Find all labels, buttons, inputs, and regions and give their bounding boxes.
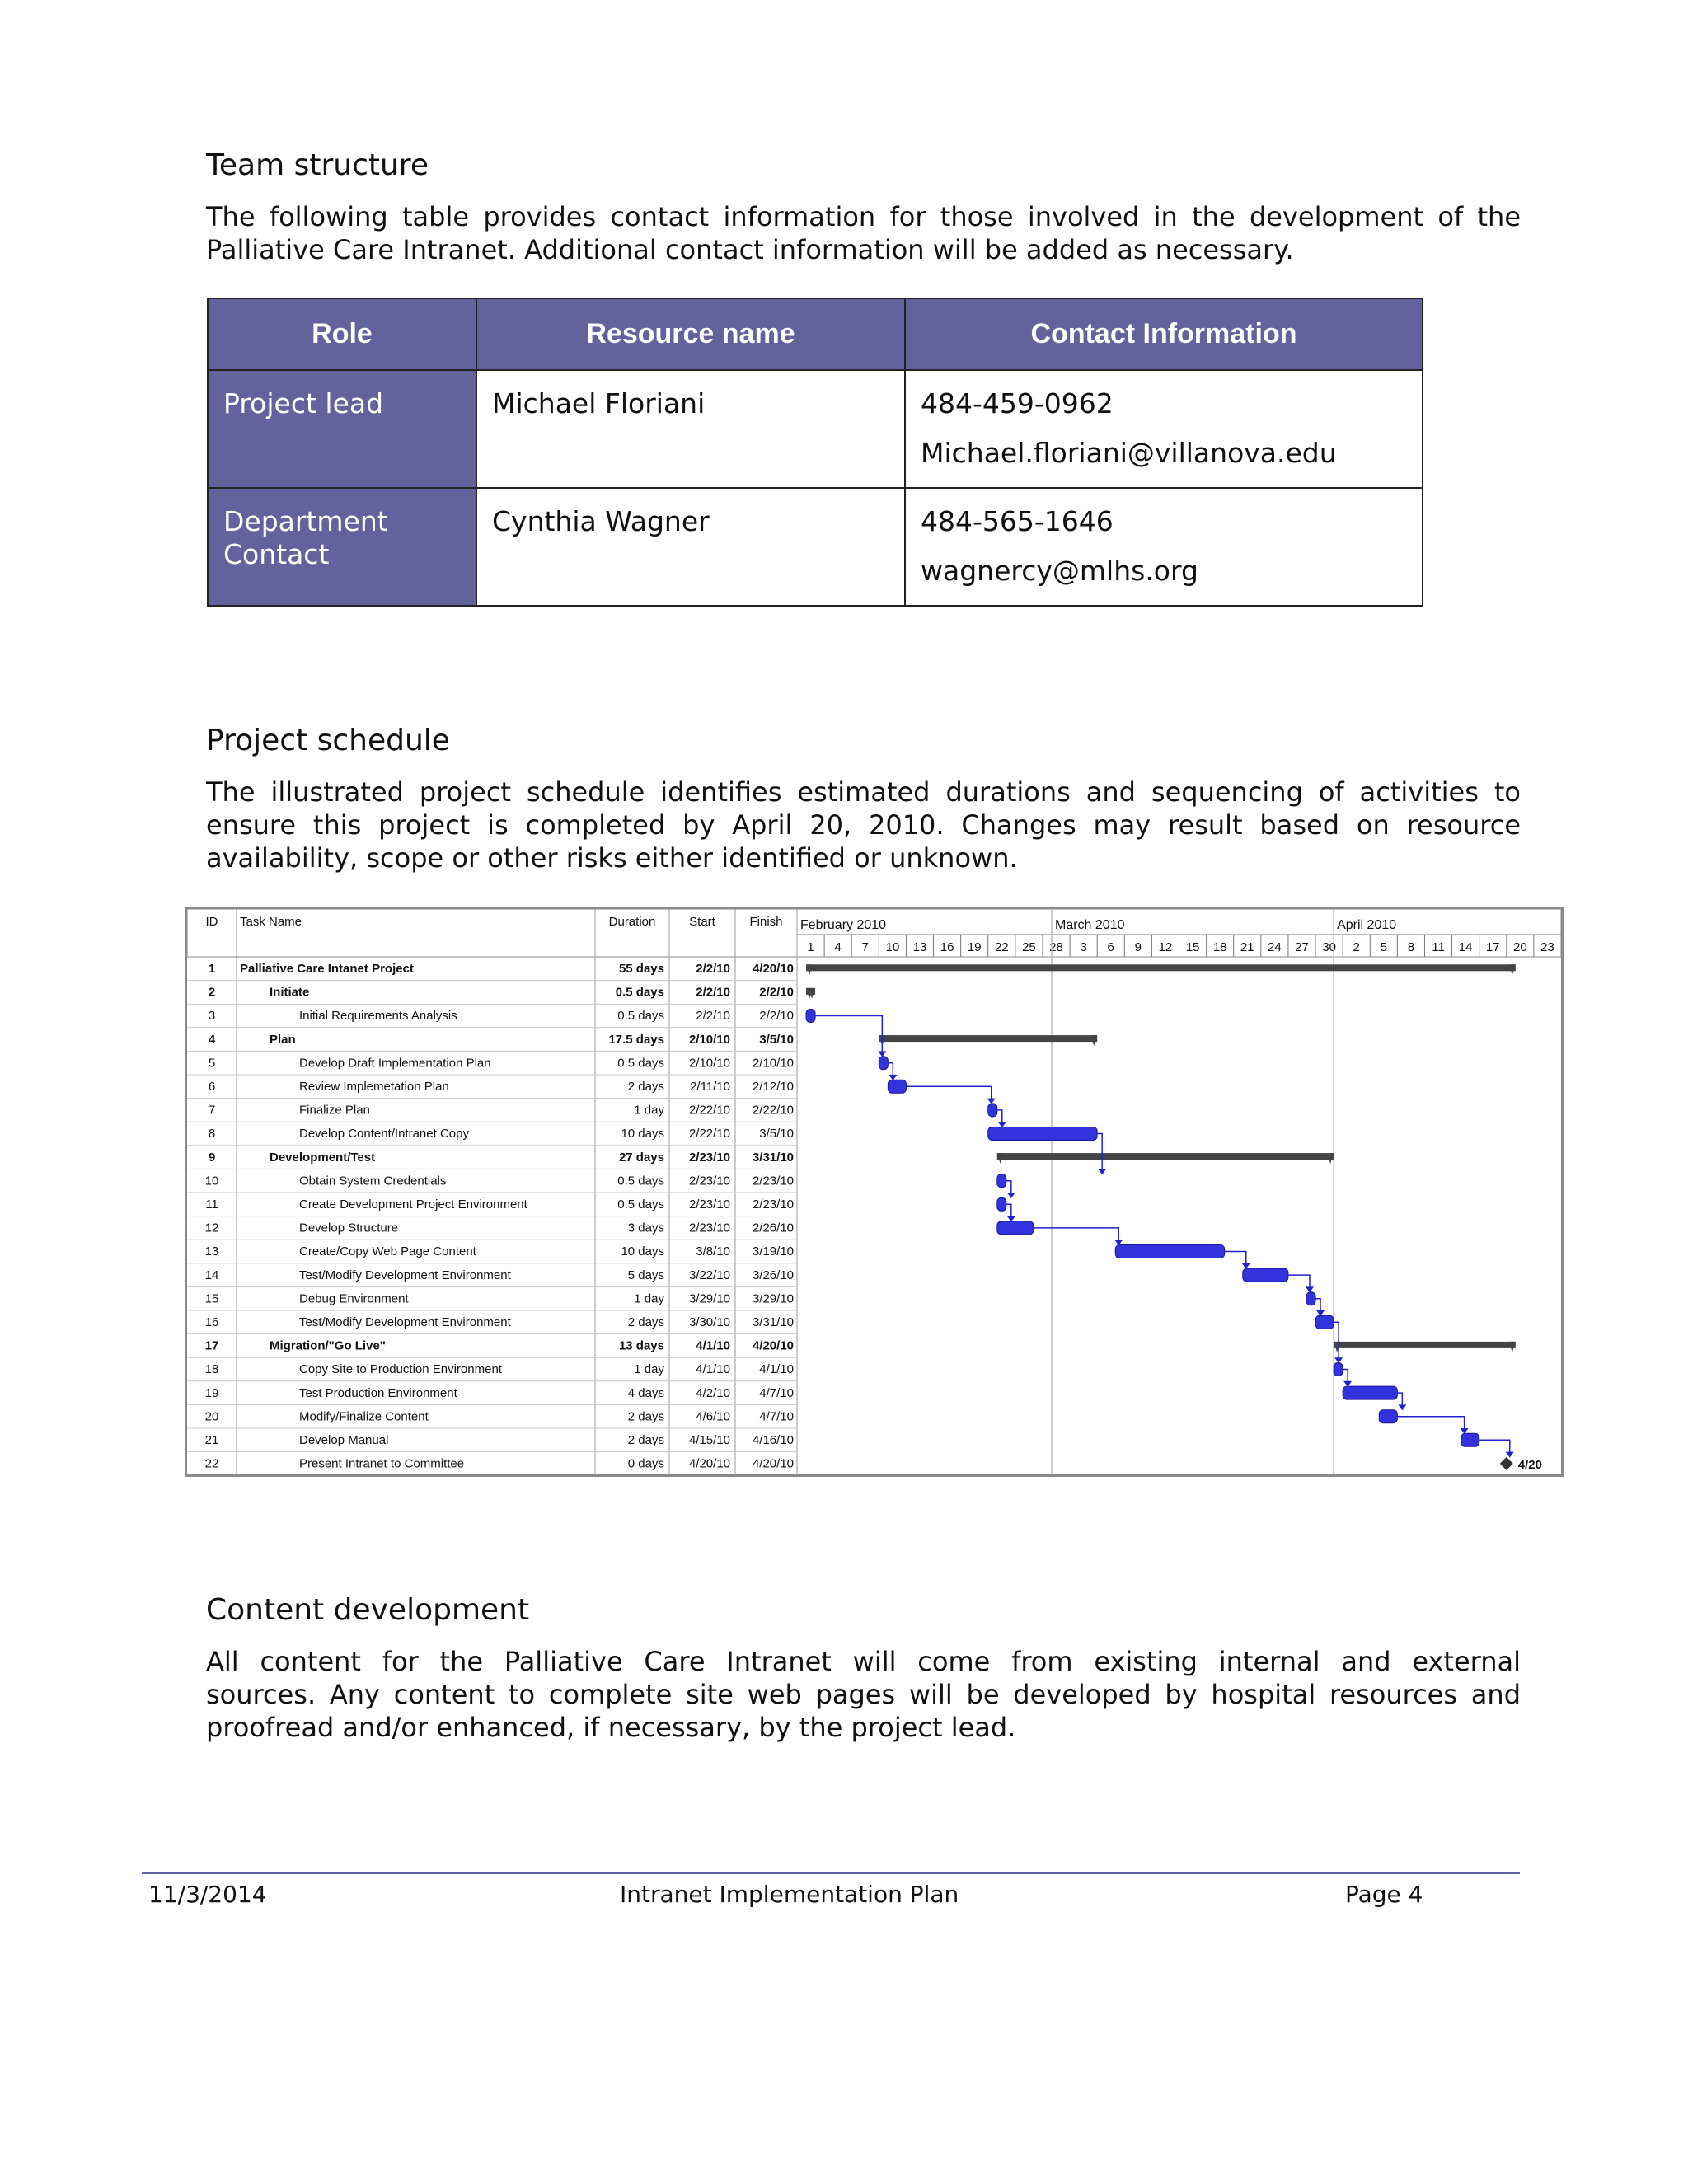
gantt-day-tick-label: 11: [1432, 940, 1445, 954]
gantt-day-tick-label: 20: [1512, 940, 1527, 954]
gantt-dependency-arrow: [1306, 1286, 1314, 1292]
gantt-task-finish: 2/10/10: [752, 1056, 794, 1071]
gantt-task-name: Plan: [270, 1032, 296, 1047]
gantt-day-tick-label: 7: [861, 940, 869, 954]
footer-rule: [142, 1872, 1520, 1874]
gantt-milestone-label: 4/20: [1517, 1457, 1542, 1472]
gantt-task-bar: [1315, 1315, 1334, 1329]
gantt-task-bar: [988, 1104, 997, 1117]
gantt-task-start: 2/10/10: [688, 1056, 730, 1071]
gantt-day-tick-label: 1: [807, 940, 814, 954]
table-row: [208, 370, 1423, 488]
gantt-month-label: February 2010: [800, 918, 887, 932]
gantt-task-duration: 27 days: [618, 1150, 664, 1165]
gantt-day-tick-label: 25: [1022, 940, 1036, 954]
gantt-chart: [185, 907, 1564, 1477]
gantt-task-finish: 3/31/10: [752, 1315, 794, 1329]
gantt-task-name: Test/Modify Development Environment: [299, 1315, 511, 1329]
gantt-task-bar: [888, 1080, 906, 1093]
gantt-day-tick-label: 2: [1353, 940, 1360, 954]
gantt-task-bar: [806, 1010, 815, 1023]
gantt-task-name: Develop Structure: [299, 1221, 399, 1235]
gantt-dependency-link: [815, 1016, 882, 1057]
team-intro-line-2: Palliative Care Intranet. Additional contact information will be added as necessary.: [206, 234, 1294, 265]
gantt-task-start: 2/22/10: [688, 1127, 730, 1141]
gantt-task-duration: 1 day: [634, 1103, 664, 1118]
gantt-dependency-link: [1479, 1440, 1510, 1456]
gantt-column-header: ID: [205, 915, 218, 929]
gantt-task-duration: 1 day: [634, 1291, 664, 1306]
gantt-task-start: 4/6/10: [696, 1409, 730, 1424]
email-address[interactable]: Michael.floriani@villanova.edu: [921, 437, 1337, 469]
gantt-summary-bar: [806, 964, 1516, 971]
gantt-task-finish: 4/20/10: [752, 1338, 794, 1353]
gantt-task-id: 17: [204, 1338, 219, 1353]
gantt-task-finish: 2/22/10: [752, 1103, 794, 1118]
gantt-task-duration: 0.5 days: [617, 1056, 664, 1071]
gantt-task-name: Review Implemetation Plan: [299, 1080, 449, 1094]
gantt-summary-bar: [879, 1035, 1097, 1042]
gantt-day-tick-label: 12: [1158, 940, 1173, 954]
schedule-intro-line-1: The illustrated project schedule identifies estimated durations and sequencing of activities to: [206, 776, 1521, 808]
gantt-day-tick-label: 17: [1485, 940, 1500, 954]
gantt-task-id: 5: [208, 1056, 216, 1071]
gantt-day-tick-label: 24: [1268, 940, 1282, 954]
phone-number: 484-565-1646: [921, 505, 1114, 537]
content-intro-line-1: All content for the Palliative Care Intranet will come from existing internal and external: [206, 1646, 1521, 1677]
gantt-task-finish: 4/7/10: [759, 1409, 794, 1424]
gantt-task-finish: 2/26/10: [752, 1221, 794, 1235]
footer-date: 11/3/2014: [148, 1881, 267, 1908]
gantt-task-name: Present Intranet to Committee: [299, 1456, 465, 1471]
gantt-task-duration: 0.5 days: [617, 1197, 664, 1212]
gantt-task-bar: [1243, 1268, 1288, 1282]
gantt-task-name: Test/Modify Development Environment: [299, 1268, 511, 1282]
gantt-milestone-diamond: [1500, 1457, 1513, 1470]
contact-info-column-header: Contact Information: [905, 298, 1423, 370]
gantt-dependency-arrow: [878, 1051, 886, 1057]
gantt-task-id: 22: [204, 1456, 219, 1471]
gantt-dependency-arrow: [1098, 1169, 1106, 1174]
table-row: [208, 488, 1423, 606]
content-development-heading: Content development: [206, 1593, 530, 1627]
gantt-dependency-arrow: [1334, 1357, 1343, 1363]
gantt-task-finish: 4/20/10: [752, 1456, 794, 1471]
gantt-column-header: Start: [689, 915, 715, 929]
gantt-task-id: 21: [204, 1433, 219, 1447]
gantt-task-id: 7: [208, 1103, 216, 1118]
gantt-task-id: 8: [208, 1127, 216, 1141]
gantt-task-bar: [997, 1221, 1034, 1235]
gantt-task-id: 13: [204, 1244, 219, 1259]
gantt-task-duration: 2 days: [627, 1409, 664, 1424]
gantt-day-tick-label: 16: [940, 940, 954, 954]
gantt-task-id: 2: [208, 985, 216, 1000]
gantt-task-duration: 4 days: [627, 1385, 664, 1400]
gantt-task-name: Develop Manual: [299, 1433, 389, 1447]
gantt-task-finish: 3/26/10: [752, 1268, 794, 1282]
gantt-task-bar: [997, 1174, 1006, 1188]
role-column-header: Role: [208, 298, 476, 370]
gantt-task-id: 10: [204, 1174, 219, 1188]
gantt-task-start: 2/10/10: [688, 1032, 730, 1047]
gantt-task-start: 3/22/10: [688, 1268, 730, 1282]
gantt-dependency-arrow: [987, 1099, 996, 1104]
gantt-task-name: Develop Content/Intranet Copy: [299, 1127, 469, 1141]
contact-info-cell: [905, 488, 1423, 606]
resource-name-cell: Cynthia Wagner: [476, 488, 905, 606]
gantt-task-bar: [1343, 1386, 1397, 1399]
phone-number: 484-459-0962: [921, 387, 1114, 419]
team-structure-intro: [206, 200, 1521, 266]
gantt-task-finish: 2/23/10: [752, 1197, 794, 1212]
gantt-task-finish: 2/2/10: [759, 985, 794, 1000]
gantt-dependency-arrow: [1506, 1452, 1514, 1458]
gantt-task-name: Copy Site to Production Environment: [299, 1362, 502, 1377]
gantt-task-start: 3/8/10: [696, 1244, 730, 1259]
gantt-dependency-link: [1225, 1252, 1246, 1268]
content-intro-line-2: sources. Any content to complete site web pages will be developed by hospital resources and: [206, 1679, 1521, 1710]
gantt-task-duration: 10 days: [621, 1244, 664, 1259]
team-contact-table: [207, 298, 1423, 607]
gantt-day-tick-label: 6: [1107, 940, 1114, 954]
gantt-task-bar: [997, 1197, 1006, 1211]
gantt-task-finish: 2/23/10: [752, 1174, 794, 1188]
gantt-dependency-arrow: [1398, 1404, 1406, 1410]
role-cell: Project lead: [208, 370, 476, 488]
gantt-task-start: 4/2/10: [696, 1385, 730, 1400]
gantt-task-id: 12: [204, 1221, 219, 1235]
team-table-header-row: [208, 298, 1423, 370]
gantt-task-start: 3/29/10: [688, 1291, 730, 1306]
gantt-task-duration: 17.5 days: [608, 1032, 664, 1047]
gantt-task-start: 4/1/10: [696, 1362, 730, 1377]
project-schedule-heading: Project schedule: [206, 724, 450, 757]
gantt-task-name: Initiate: [270, 985, 310, 1000]
gantt-task-name: Modify/Finalize Content: [299, 1409, 429, 1424]
gantt-task-finish: 3/5/10: [759, 1032, 794, 1047]
resource-name-cell: Michael Floriani: [476, 370, 905, 488]
gantt-task-start: 2/23/10: [688, 1174, 730, 1188]
gantt-task-duration: 0.5 days: [617, 1009, 664, 1024]
gantt-day-tick-label: 3: [1080, 940, 1087, 954]
gantt-task-start: 2/2/10: [696, 1009, 730, 1024]
gantt-task-name: Create/Copy Web Page Content: [299, 1244, 476, 1259]
gantt-task-duration: 13 days: [618, 1338, 664, 1353]
gantt-task-name: Palliative Care Intanet Project: [240, 962, 414, 976]
gantt-task-duration: 0.5 days: [617, 1174, 664, 1188]
gantt-day-tick-label: 15: [1185, 940, 1200, 954]
gantt-task-bar: [1334, 1363, 1343, 1376]
gantt-day-tick-label: 18: [1212, 940, 1227, 954]
schedule-intro-line-2: ensure this project is completed by April 20, 2010. Changes may result based on resource: [206, 809, 1521, 841]
gantt-task-id: 11: [205, 1197, 218, 1212]
gantt-task-duration: 55 days: [618, 962, 664, 976]
gantt-task-duration: 1 day: [634, 1362, 664, 1377]
gantt-task-duration: 2 days: [627, 1315, 664, 1329]
content-intro-line-3: proofread and/or enhanced, if necessary, by the project lead.: [206, 1712, 1016, 1743]
gantt-task-name: Debug Environment: [299, 1291, 409, 1306]
gantt-day-tick-label: 10: [885, 940, 900, 954]
gantt-task-id: 14: [204, 1268, 219, 1282]
schedule-intro-line-3: availability, scope or other risks either identified or unknown.: [206, 842, 1018, 874]
gantt-task-start: 4/20/10: [688, 1456, 730, 1471]
gantt-task-start: 2/23/10: [688, 1150, 730, 1165]
gantt-task-finish: 4/16/10: [752, 1433, 794, 1447]
project-schedule-intro: [206, 776, 1521, 874]
gantt-task-id: 3: [208, 1009, 216, 1024]
gantt-task-duration: 3 days: [627, 1221, 664, 1235]
gantt-day-tick-label: 23: [1540, 940, 1554, 954]
gantt-month-label: March 2010: [1055, 918, 1125, 932]
footer-page-number: Page 4: [1345, 1881, 1423, 1908]
gantt-task-id: 19: [204, 1385, 219, 1400]
gantt-task-id: 20: [204, 1409, 219, 1424]
gantt-task-name: Develop Draft Implementation Plan: [299, 1056, 491, 1071]
gantt-task-id: 1: [208, 962, 216, 976]
gantt-month-label: April 2010: [1337, 918, 1397, 932]
gantt-task-duration: 0 days: [627, 1456, 664, 1471]
gantt-column-header: Duration: [608, 915, 656, 929]
gantt-dependency-link: [906, 1086, 991, 1103]
gantt-task-finish: 3/19/10: [752, 1244, 794, 1259]
gantt-task-finish: 2/12/10: [752, 1080, 794, 1094]
gantt-task-id: 4: [208, 1032, 216, 1047]
content-development-intro: [206, 1645, 1521, 1744]
gantt-day-tick-label: 13: [912, 940, 927, 954]
gantt-day-tick-label: 14: [1458, 940, 1473, 954]
gantt-task-duration: 2 days: [627, 1433, 664, 1447]
gantt-dependency-link: [1034, 1228, 1118, 1244]
gantt-task-start: 2/11/10: [690, 1080, 730, 1094]
gantt-task-finish: 4/20/10: [752, 962, 794, 976]
gantt-dependency-link: [1397, 1417, 1464, 1433]
gantt-task-bar: [988, 1127, 1097, 1141]
gantt-task-name: Finalize Plan: [299, 1103, 370, 1118]
gantt-task-name: Development/Test: [270, 1150, 376, 1165]
gantt-task-bar: [1306, 1292, 1315, 1305]
gantt-day-tick-label: 4: [834, 940, 842, 954]
gantt-task-duration: 10 days: [621, 1127, 664, 1141]
role-cell: Department Contact: [208, 488, 476, 606]
gantt-day-tick-label: 22: [994, 940, 1009, 954]
gantt-chart-svg: [187, 909, 1561, 1474]
gantt-task-start: 2/2/10: [696, 962, 730, 976]
footer-title: Intranet Implementation Plan: [620, 1881, 959, 1908]
gantt-task-start: 2/23/10: [688, 1221, 730, 1235]
gantt-task-start: 2/23/10: [688, 1197, 730, 1212]
gantt-column-header: Task Name: [240, 915, 302, 929]
gantt-day-tick-label: 9: [1134, 940, 1142, 954]
gantt-day-tick-label: 5: [1380, 940, 1387, 954]
gantt-task-name: Create Development Project Environment: [299, 1197, 528, 1212]
gantt-task-start: 4/15/10: [688, 1433, 730, 1447]
gantt-dependency-link: [1288, 1275, 1310, 1291]
gantt-task-id: 6: [208, 1080, 216, 1094]
gantt-task-name: Obtain System Credentials: [299, 1174, 447, 1188]
gantt-summary-bar: [997, 1153, 1334, 1160]
gantt-task-name: Initial Requirements Analysis: [299, 1009, 457, 1024]
gantt-task-finish: 3/5/10: [759, 1127, 794, 1141]
gantt-task-bar: [1115, 1245, 1224, 1258]
gantt-task-duration: 0.5 days: [615, 985, 664, 1000]
gantt-task-start: 2/2/10: [696, 985, 730, 1000]
gantt-day-tick-label: 21: [1240, 940, 1254, 954]
email-address[interactable]: wagnercy@mlhs.org: [921, 555, 1198, 587]
gantt-task-finish: 3/29/10: [752, 1291, 794, 1306]
gantt-task-bar: [1461, 1433, 1479, 1446]
gantt-task-duration: 5 days: [627, 1268, 664, 1282]
gantt-task-id: 16: [204, 1315, 219, 1329]
gantt-day-tick-label: 28: [1049, 940, 1063, 954]
gantt-day-tick-label: 19: [967, 940, 982, 954]
resource-name-column-header: Resource name: [476, 298, 905, 370]
gantt-task-id: 9: [208, 1150, 216, 1165]
gantt-day-tick-label: 30: [1322, 940, 1336, 954]
gantt-column-header: Finish: [749, 915, 783, 929]
gantt-task-start: 3/30/10: [688, 1315, 730, 1329]
gantt-task-id: 18: [204, 1362, 219, 1377]
gantt-summary-bar: [1334, 1342, 1516, 1348]
gantt-task-bar: [879, 1057, 888, 1070]
gantt-task-name: Migration/"Go Live": [270, 1338, 386, 1353]
gantt-task-start: 2/22/10: [688, 1103, 730, 1118]
gantt-task-duration: 2 days: [627, 1080, 664, 1094]
gantt-task-start: 4/1/10: [696, 1338, 730, 1353]
team-structure-heading: Team structure: [206, 148, 429, 182]
gantt-task-finish: 3/31/10: [752, 1150, 794, 1165]
team-intro-line-1: The following table provides contact information for those involved in the development of the: [206, 201, 1521, 232]
gantt-dependency-arrow: [1007, 1193, 1015, 1198]
gantt-task-finish: 4/7/10: [759, 1385, 794, 1400]
gantt-day-tick-label: 27: [1295, 940, 1309, 954]
gantt-task-bar: [1379, 1410, 1397, 1423]
gantt-task-finish: 4/1/10: [759, 1362, 794, 1377]
gantt-task-name: Test Production Environment: [299, 1385, 457, 1400]
gantt-task-id: 15: [204, 1291, 219, 1306]
gantt-day-tick-label: 8: [1407, 940, 1415, 954]
gantt-task-finish: 2/2/10: [759, 1009, 794, 1024]
contact-info-cell: [905, 370, 1423, 488]
